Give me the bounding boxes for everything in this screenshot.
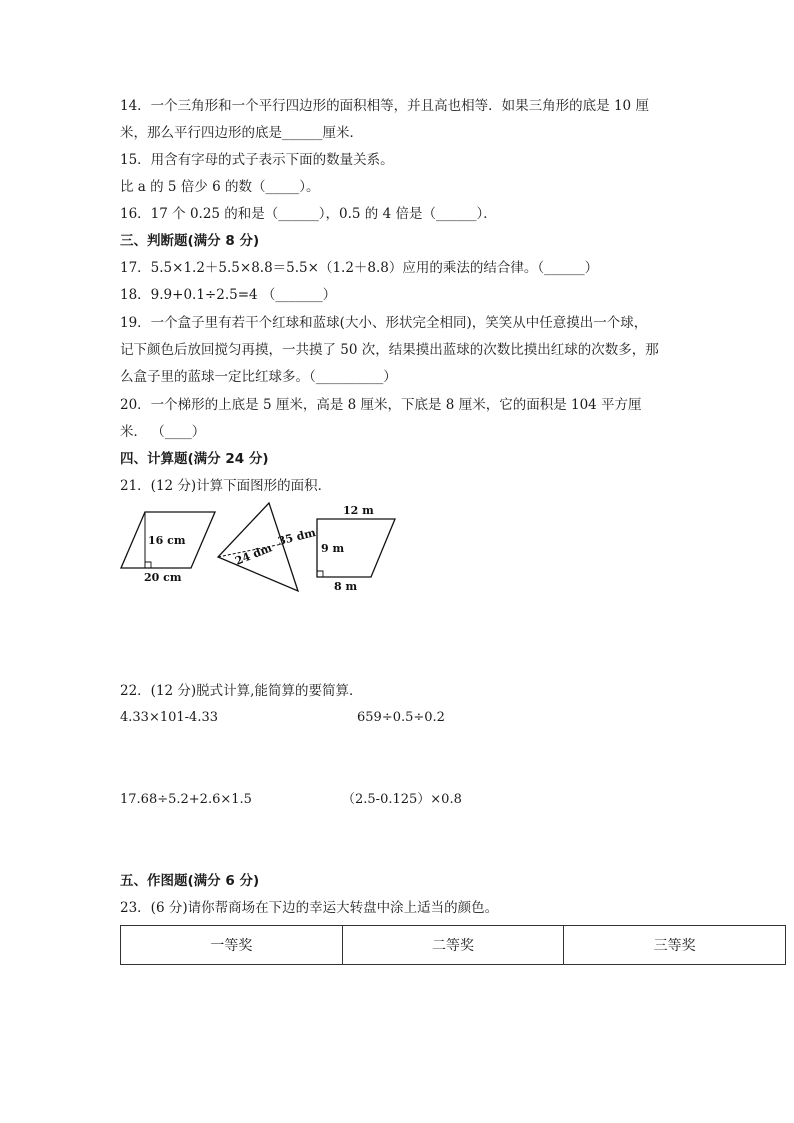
parallelogram-height-label: 16 cm <box>148 534 186 547</box>
question-15-line2: 比 a 的 5 倍少 6 的数（_____）。 <box>120 179 320 195</box>
prize-cell-first: 一等奖 <box>121 926 343 965</box>
calc-expression-4: （2.5-0.125）×0.8 <box>342 792 462 807</box>
right-angle-mark <box>317 571 323 577</box>
calc-expression-3: 17.68÷5.2+2.6×1.5 <box>120 792 252 807</box>
triangle-side2-label: 35 dm <box>276 525 318 548</box>
section-5-heading: 五、作图题(满分 6 分) <box>120 873 260 889</box>
right-angle-mark <box>145 562 151 568</box>
table-row <box>121 926 786 965</box>
calc-expression-2: 659÷0.5÷0.2 <box>357 710 445 725</box>
question-14-line2: 米，那么平行四边形的底是______厘米． <box>120 125 363 141</box>
question-19-line2: 记下颜色后放回搅匀再摸，一共摸了 50 次，结果摸出蓝球的次数比摸出红球的次数多，那 <box>120 342 659 358</box>
parallelogram-base-label: 20 cm <box>144 571 182 584</box>
question-22: 22．(12 分)脱式计算,能简算的要简算． <box>120 683 363 699</box>
calc-expression-1: 4.33×101-4.33 <box>120 710 218 725</box>
section-3-heading: 三、判断题(满分 8 分) <box>120 233 260 249</box>
trapezoid-bottom-label: 8 m <box>334 580 358 593</box>
question-18: 18．9.9+0.1÷2.5=4 （_______） <box>120 287 337 303</box>
section-4-heading: 四、计算题(满分 24 分) <box>120 451 269 467</box>
trapezoid-height-label: 9 m <box>321 542 345 555</box>
question-20-line1: 20．一个梯形的上底是 5 厘米，高是 8 厘米，下底是 8 厘米，它的面积是 104 平方厘 <box>120 397 642 413</box>
prize-cell-second: 二等奖 <box>342 926 564 965</box>
area-figures <box>118 502 408 594</box>
triangle-side1-label: 24 dm <box>233 541 274 568</box>
question-15-line1: 15．用含有字母的式子表示下面的数量关系。 <box>120 152 394 168</box>
question-23: 23．(6 分)请你帮商场在下边的幸运大转盘中涂上适当的颜色。 <box>120 900 499 916</box>
question-17: 17．5.5×1.2＋5.5×8.8＝5.5×（1.2＋8.8）应用的乘法的结合律。（______） <box>120 260 599 276</box>
question-20-line2: 米． （____） <box>120 424 206 440</box>
question-19-line3: 么盒子里的蓝球一定比红球多。（__________） <box>120 369 397 385</box>
prize-table <box>120 925 786 965</box>
trapezoid-top-label: 12 m <box>343 504 374 517</box>
question-21: 21．(12 分)计算下面图形的面积． <box>120 478 332 494</box>
question-16: 16．17 个 0.25 的和是（______），0.5 的 4 倍是（______）． <box>120 206 497 222</box>
question-14-line1: 14．一个三角形和一个平行四边形的面积相等，并且高也相等．如果三角形的底是 10 厘 <box>120 98 649 114</box>
question-19-line1: 19．一个盒子里有若干个红球和蓝球(大小、形状完全相同)，笑笑从中任意摸出一个球， <box>120 315 648 331</box>
prize-cell-third: 三等奖 <box>564 926 786 965</box>
